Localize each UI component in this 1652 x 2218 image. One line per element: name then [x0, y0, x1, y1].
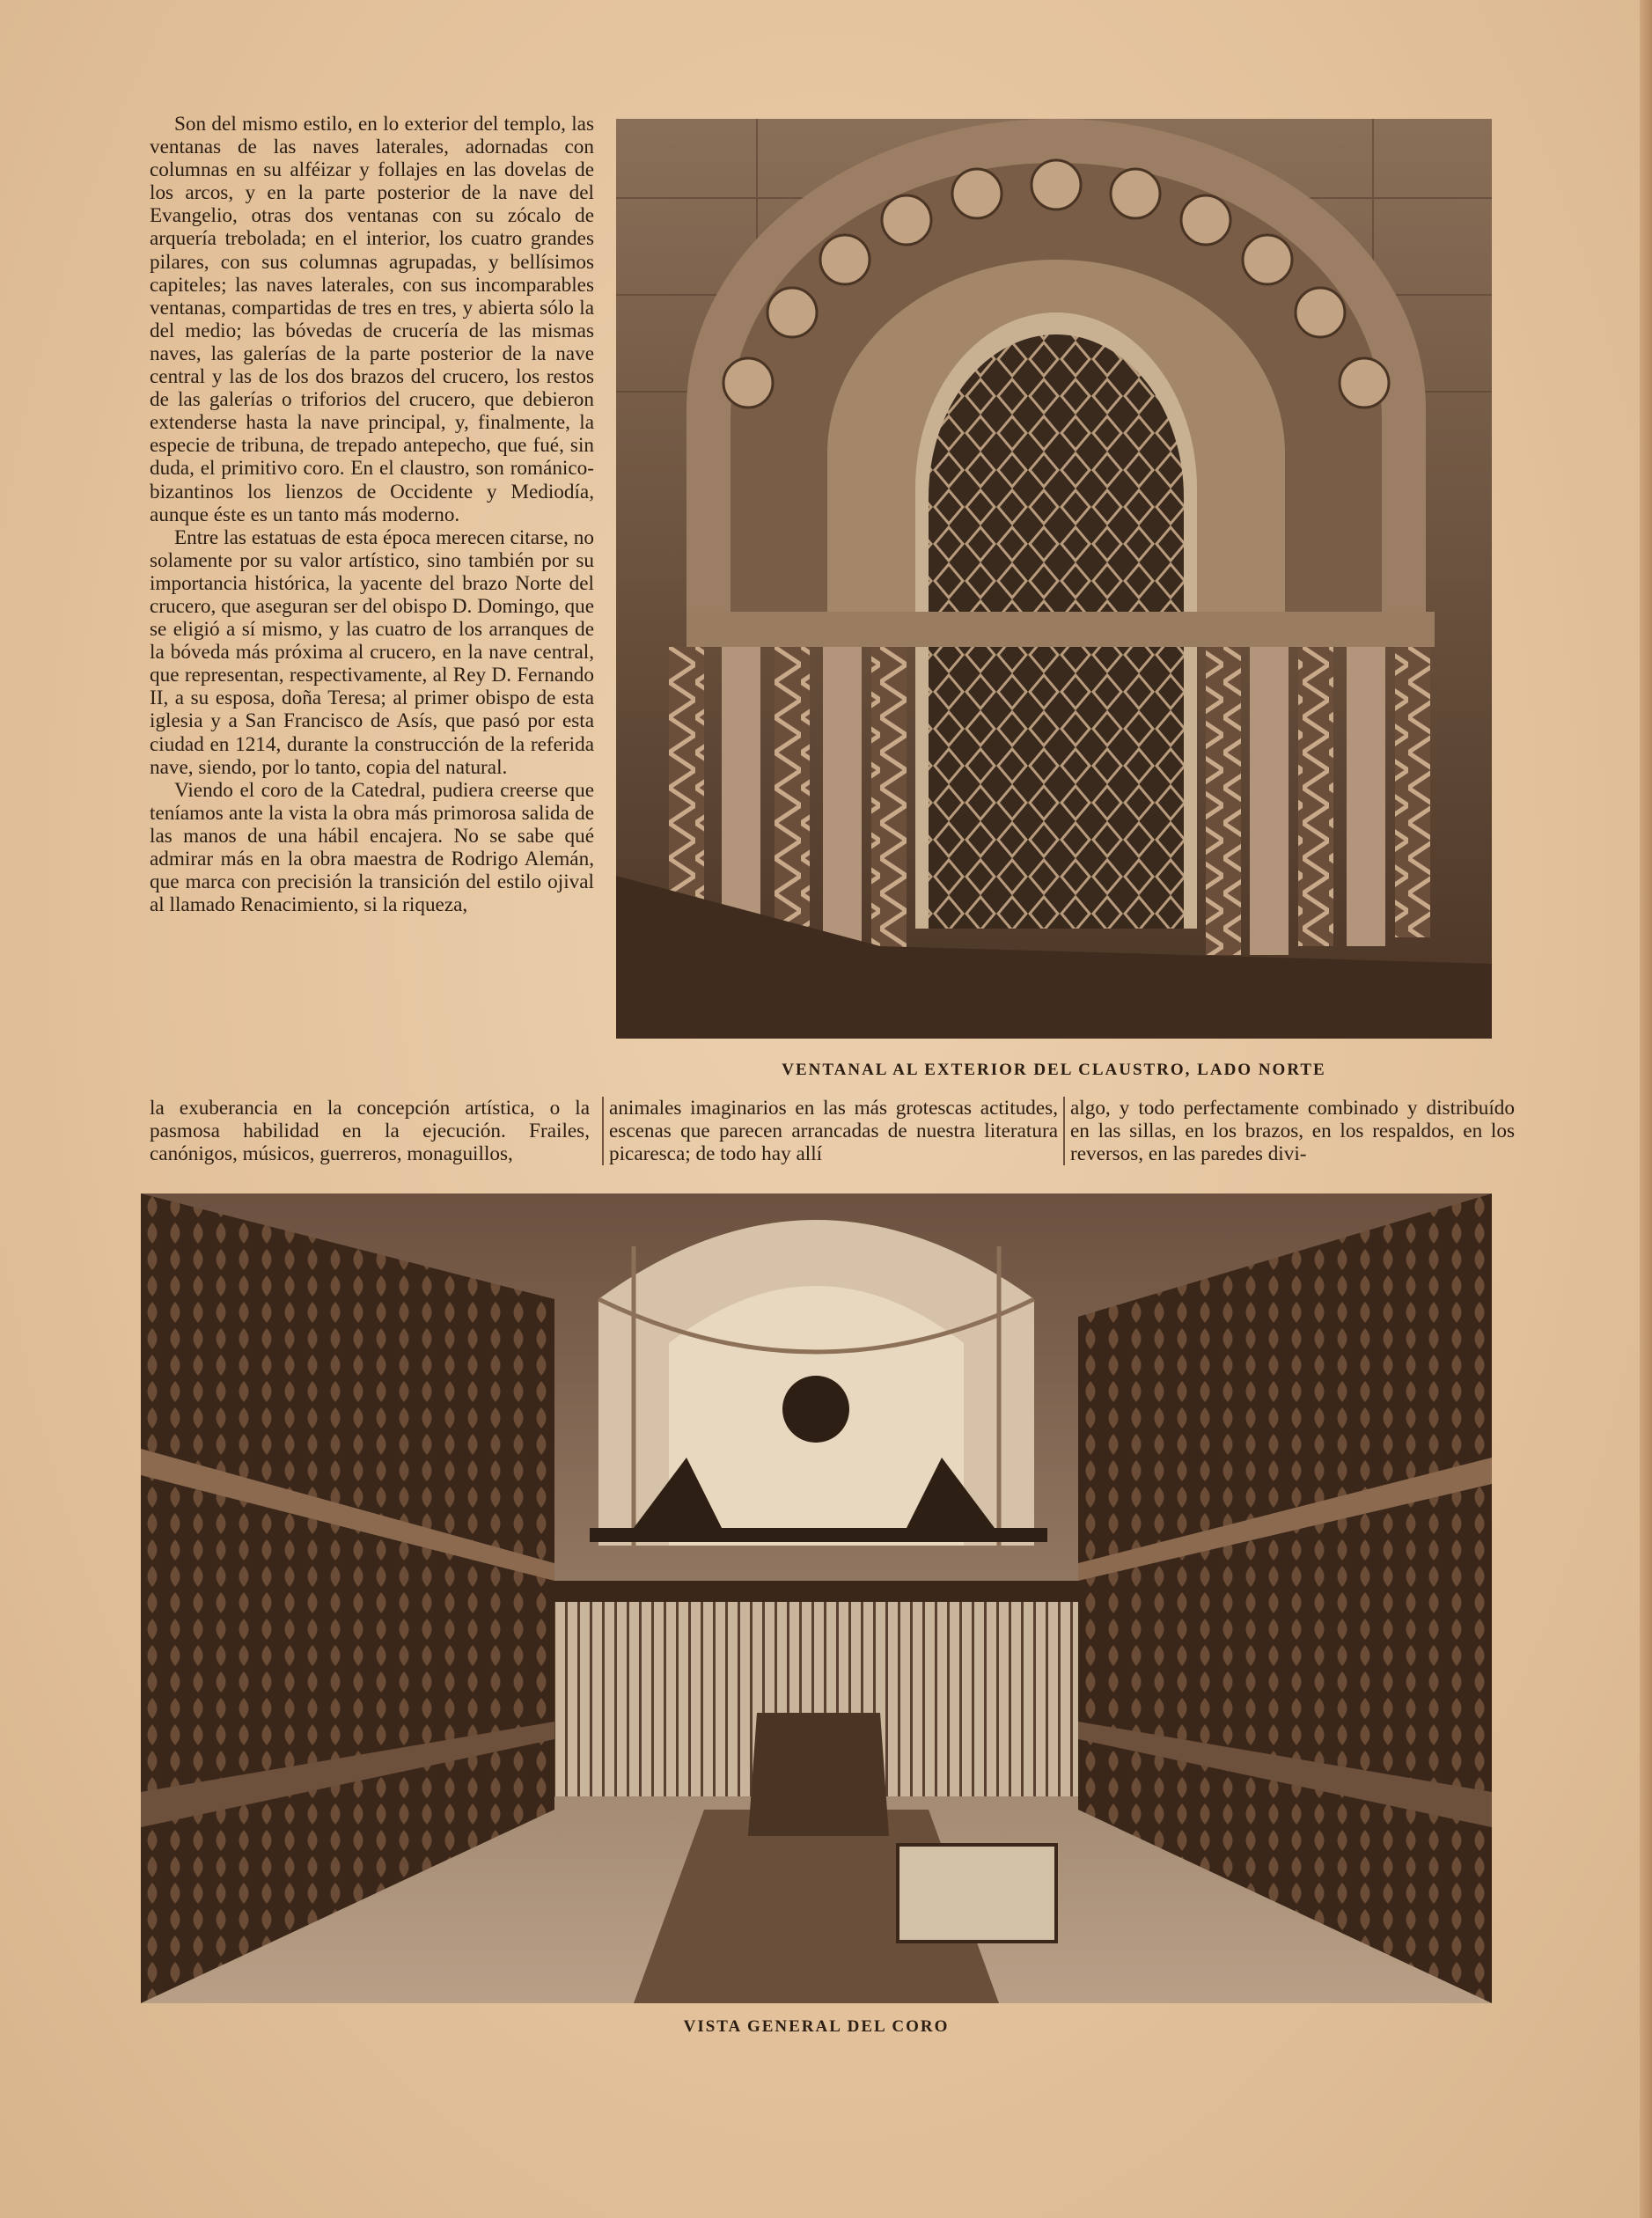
window-photo-caption: VENTANAL AL EXTERIOR DEL CLAUSTRO, LADO NORTE [782, 1061, 1326, 1079]
article-column-a [150, 1097, 590, 1165]
choir-photo [141, 1193, 1492, 2003]
window-photo [616, 119, 1492, 1039]
choir-photo-caption: VISTA GENERAL DEL CORO [683, 2017, 950, 2036]
paragraph-3: Viendo el coro de la Catedral, pudiera creerse que teníamos ante la vista la obra más primorosa salida de las manos de una hábil encajera. No se sabe qué admirar más en la obra maestra de Rodrigo Alemán, que marca con precisión la transición del estilo ojival al llamado Renacimiento, si la riqueza, [150, 778, 594, 917]
paragraph-3-continued-a: la exuberancia en la concepción artística, o la pasmosa habilidad en la ejecución. Frailes, canónigos, músicos, guerreros, monaguillos, [150, 1097, 590, 1166]
paragraph-3-continued-c: algo, y todo perfectamente combinado y distribuído en las sillas, en los brazos, en los respaldos, en los reversos, en las paredes divi- [1070, 1097, 1515, 1166]
page-edge [1640, 0, 1652, 2218]
article-column-main [150, 113, 594, 916]
article-column-b [602, 1097, 1058, 1165]
paragraph-2: Entre las estatuas de esta época merecen citarse, no solamente por su valor artístico, sino también por su importancia histórica, la yacente del brazo Norte del crucero, que aseguran ser del obispo D. Domingo, que se eligió a sí mismo, y las cuatro de los arranques de la bóveda más próxima al crucero, en la nave central, que representan, respectivamente, al Rey D. Fernando II, a su esposa, doña Teresa; al primer obispo de esta iglesia y a San Francisco de Asís, que pasó por esta ciudad en 1214, durante la construcción de la referida nave, siendo, por lo tanto, copia del natural. [150, 525, 594, 779]
paragraph-1: Son del mismo estilo, en lo exterior del templo, las ventanas de las naves laterales, adornadas con columnas en su alféizar y follajes en las dovelas de los arcos, y en la parte posterior de la nave del Evangelio, otras dos ventanas con su zócalo de arquería trebolada; en el interior, los cuatro grandes pilares, con sus columnas agrupadas, y bellísimos capiteles; las naves laterales, con sus incomparables ventanas, compartidas de tres en tres, y abierta sólo la del medio; las bóvedas de crucería de las mismas naves, las galerías de la parte posterior de la nave central y las de los dos brazos del crucero, los restos de las galerías o triforios del crucero, que debieron extenderse hasta la nave principal, y, finalmente, la especie de tribuna, de trepado antepecho, que fué, sin duda, el primitivo coro. En el claustro, son románico-bizantinos los lienzos de Occidente y Mediodía, aunque éste es un tanto más moderno. [150, 113, 594, 526]
article-column-c [1063, 1097, 1515, 1165]
paragraph-3-continued-b: animales imaginarios en las más grotescas actitudes, escenas que parecen arrancadas de nuestra literatura picaresca; de todo hay allí [609, 1097, 1058, 1166]
